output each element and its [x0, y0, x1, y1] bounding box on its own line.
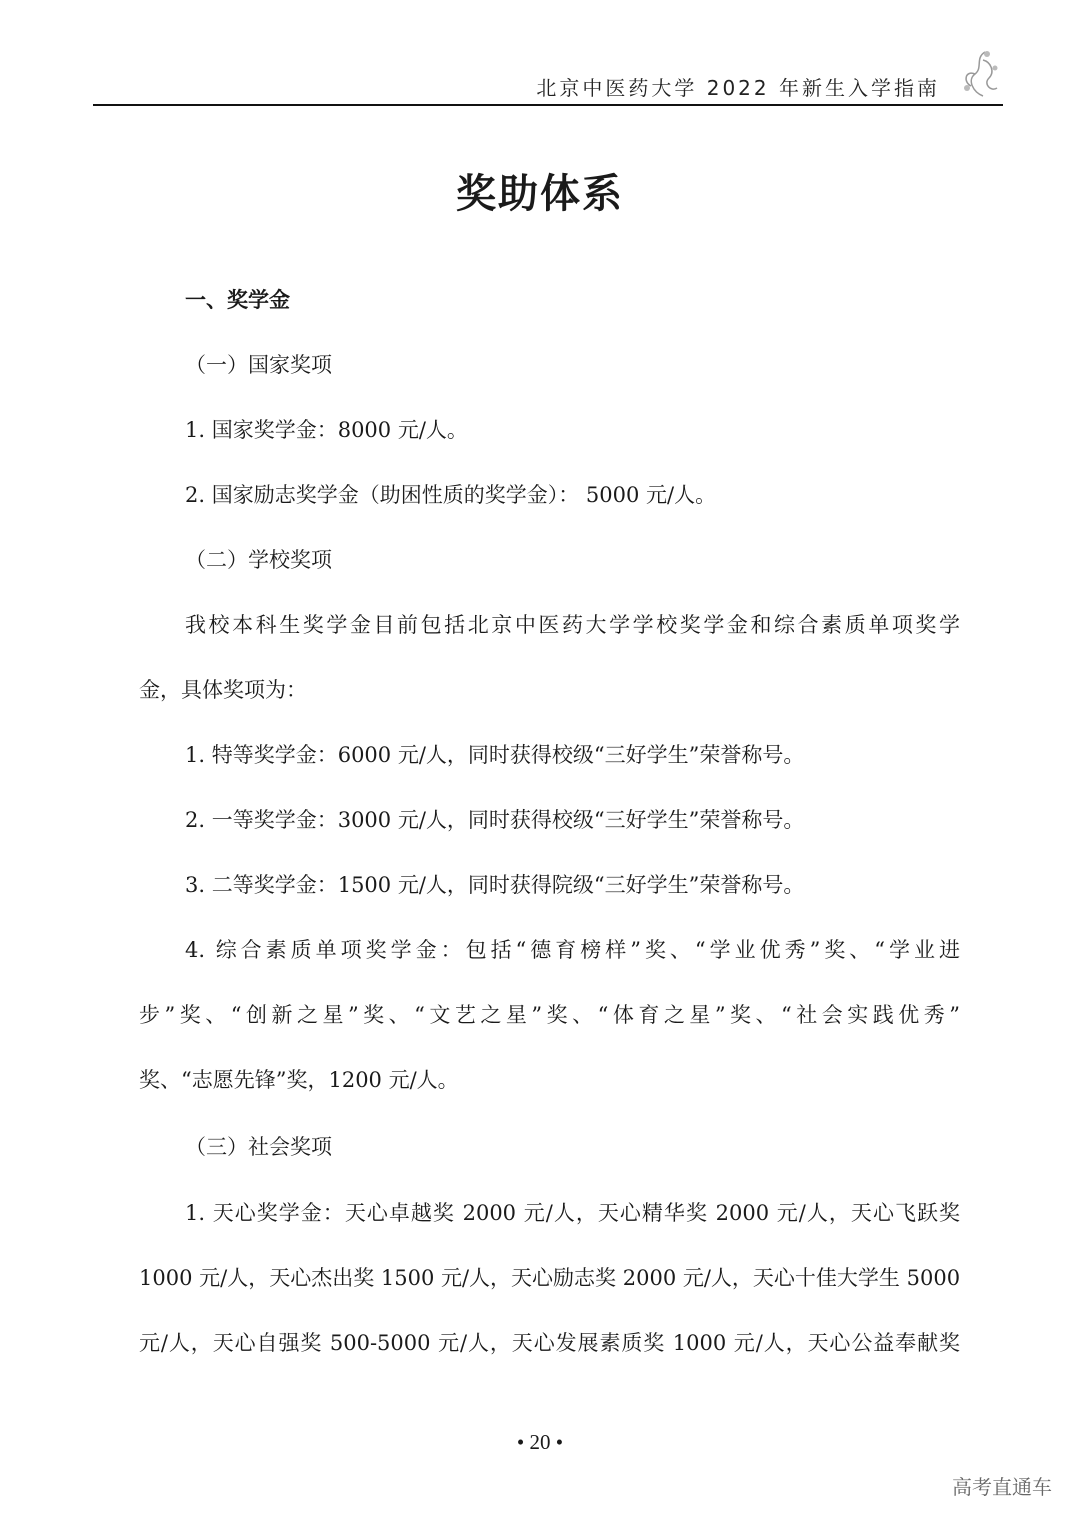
list-item: 1. 特等奖学金：6000 元/人，同时获得校级“三好学生”荣誉称号。 — [185, 743, 805, 767]
subheading-social: （三）社会奖项 — [185, 1135, 332, 1159]
page-number: • 20 • — [516, 1430, 564, 1454]
paragraph-line: 1000 元/人，天心杰出奖 1500 元/人，天心励志奖 2000 元/人，天心十佳大学生 5000 — [139, 1266, 961, 1290]
running-header: 北京中医药大学 2022 年新生入学指南 — [536, 76, 940, 100]
paragraph-line: 步”奖、“创新之星”奖、“文艺之星”奖、“体育之星”奖、“社会实践优秀” — [139, 1003, 960, 1027]
paragraph-line: 元/人，天心自强奖 500-5000 元/人，天心发展素质奖 1000 元/人，天心公益奉献奖 — [139, 1331, 960, 1355]
subheading-national: （一）国家奖项 — [185, 353, 332, 377]
list-item: 1. 国家奖学金：8000 元/人。 — [185, 418, 468, 442]
subheading-school: （二）学校奖项 — [185, 548, 332, 572]
list-item: 1. 天心奖学金：天心卓越奖 2000 元/人，天心精华奖 2000 元/人，天心飞跃奖 — [185, 1201, 960, 1225]
list-item: 2. 国家励志奖学金（助困性质的奖学金）： 5000 元/人。 — [185, 483, 717, 507]
page-title: 奖助体系 — [456, 171, 624, 217]
list-item: 3. 二等奖学金：1500 元/人，同时获得院级“三好学生”荣誉称号。 — [185, 873, 805, 897]
paragraph-line: 我校本科生奖学金目前包括北京中医药大学学校奖学金和综合素质单项奖学 — [185, 613, 960, 637]
list-item: 4. 综合素质单项奖学金：包括“德育榜样”奖、“学业优秀”奖、“学业进 — [185, 938, 960, 962]
floral-ornament-icon — [955, 48, 1003, 102]
section-heading-scholarships: 一、奖学金 — [185, 288, 290, 312]
paragraph-line: 奖、“志愿先锋”奖，1200 元/人。 — [139, 1068, 459, 1092]
watermark: 高考直通车 — [952, 1475, 1052, 1499]
list-item: 2. 一等奖学金：3000 元/人，同时获得校级“三好学生”荣誉称号。 — [185, 808, 805, 832]
header-rule — [93, 104, 1003, 106]
paragraph-line: 金，具体奖项为： — [139, 678, 307, 702]
